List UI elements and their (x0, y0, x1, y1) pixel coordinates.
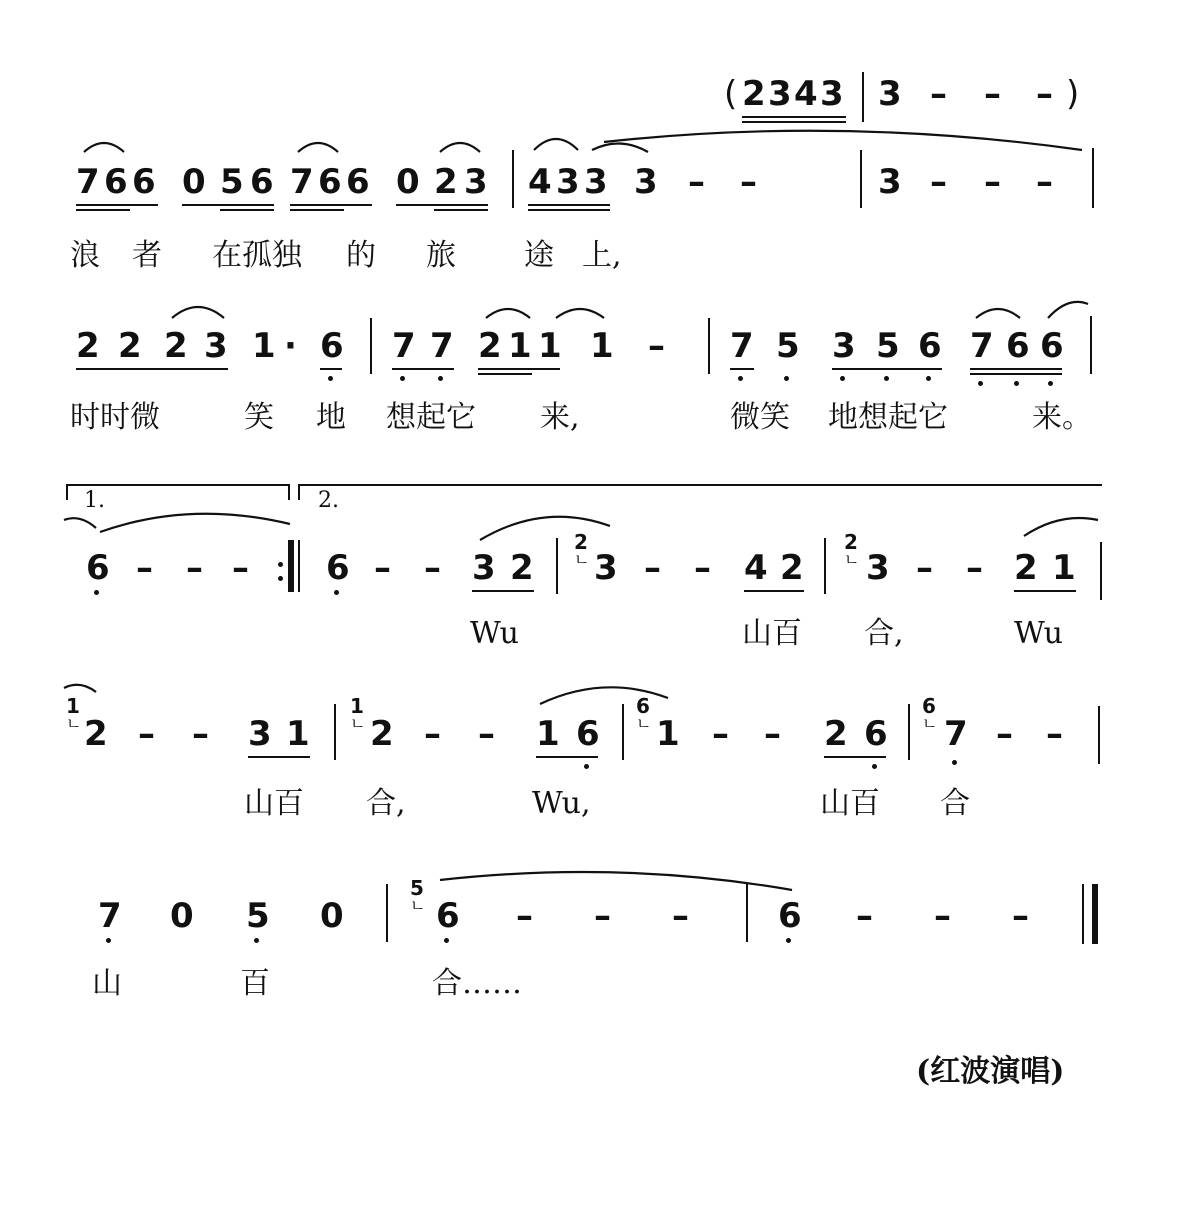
lyric: 地想起它 (828, 400, 948, 435)
barline (334, 704, 336, 760)
tie (100, 514, 290, 532)
note: 0 (320, 896, 344, 936)
grace-note: 2 (844, 530, 858, 554)
lyric: 旅 (426, 238, 456, 273)
low-octave-dot (438, 376, 443, 381)
low-octave-dot (926, 376, 931, 381)
note: 6 (318, 162, 342, 202)
note: 2 (478, 326, 502, 366)
note: 2 (824, 714, 848, 754)
dash: – (764, 714, 781, 754)
barline (908, 704, 910, 760)
dash: – (672, 896, 689, 936)
low-octave-dot (840, 376, 845, 381)
note: 3 (472, 548, 496, 588)
slur (64, 518, 96, 528)
lyrics-line-2 (0, 400, 1186, 480)
intro-row (0, 74, 1186, 154)
lyric: 在孤独 (212, 238, 302, 273)
slur (480, 517, 610, 540)
note: 7 (430, 326, 454, 366)
dash: – (138, 714, 155, 754)
low-octave-dot (884, 376, 889, 381)
note: 2 (370, 714, 394, 754)
dash: – (694, 548, 711, 588)
dash: – (1046, 714, 1063, 754)
dash: – (984, 74, 1001, 114)
lyrics-line-1 (0, 238, 1186, 318)
underline (536, 756, 598, 758)
note: 1 (508, 326, 532, 366)
low-octave-dot (94, 590, 99, 595)
lyrics-line-4 (0, 786, 1186, 866)
note: 7 (290, 162, 314, 202)
underline (824, 756, 886, 758)
underline (392, 368, 454, 370)
underline (730, 368, 754, 370)
underline (396, 204, 488, 206)
grace-tie: ㄴ (844, 550, 860, 569)
underline (320, 368, 342, 370)
grace-tie: ㄴ (636, 714, 652, 733)
note: 6 (864, 714, 888, 754)
note: 7 (730, 326, 754, 366)
notation-line-5 (0, 876, 1186, 976)
low-octave-dot (106, 938, 111, 943)
underline (472, 590, 534, 592)
note: 6 (250, 162, 274, 202)
note: 3 (820, 74, 844, 114)
note: 6 (320, 326, 344, 366)
barline (622, 704, 624, 760)
dash: – (424, 714, 441, 754)
barline (1100, 542, 1102, 600)
note: 0 (396, 162, 420, 202)
low-octave-dot (400, 376, 405, 381)
dash: – (984, 162, 1001, 202)
dash: – (516, 896, 533, 936)
note: 0 (182, 162, 206, 202)
note: 3 (634, 162, 658, 202)
note: 2 (1014, 548, 1038, 588)
underline (220, 209, 274, 211)
note: 6 (1006, 326, 1030, 366)
low-octave-dot (584, 764, 589, 769)
final-barline-thin (1082, 884, 1084, 944)
low-octave-dot (1014, 381, 1019, 386)
underline (528, 204, 610, 206)
note: 3 (556, 162, 580, 202)
barline (1098, 706, 1100, 764)
note: 5 (220, 162, 244, 202)
note: 5 (246, 896, 270, 936)
note: 3 (832, 326, 856, 366)
lyric: Wu (470, 616, 519, 651)
note: 1 (1052, 548, 1076, 588)
dash: – (1012, 896, 1029, 936)
note: 2 (118, 326, 142, 366)
note: 2 (434, 162, 458, 202)
note: 3 (768, 74, 792, 114)
lyric: Wu (1014, 616, 1063, 651)
dash: – (930, 162, 947, 202)
underline (76, 368, 228, 370)
underline (744, 590, 804, 592)
grace-tie: ㄴ (350, 714, 366, 733)
repeat-barline (288, 540, 294, 592)
dash: – (1036, 74, 1053, 114)
note: 1 (286, 714, 310, 754)
intro-close-paren: ) (1066, 74, 1080, 114)
note: 0 (170, 896, 194, 936)
dash: – (478, 714, 495, 754)
volta-1-label: 1. (84, 488, 105, 513)
dash: – (966, 548, 983, 588)
note: 7 (98, 896, 122, 936)
lyric: 山百 (244, 786, 304, 821)
low-octave-dot (444, 938, 449, 943)
underline (528, 209, 610, 211)
note: 6 (918, 326, 942, 366)
lyric: 上, (582, 238, 622, 273)
lyric: 山百 (820, 786, 880, 821)
lyric: 合 (940, 786, 970, 821)
lyric: 百 (240, 966, 270, 1001)
lyric: 时时微 (70, 400, 160, 435)
lyrics-line-3 (0, 616, 1186, 696)
underline (742, 121, 846, 123)
volta-1-right (288, 484, 290, 500)
lyric: 浪 (70, 238, 100, 273)
underline (1014, 590, 1076, 592)
grace-note: 5 (410, 876, 424, 900)
dash: – (186, 548, 203, 588)
barline (1090, 316, 1092, 374)
note: 3 (204, 326, 228, 366)
barline (386, 884, 388, 942)
note: 2 (742, 74, 766, 114)
barline (1092, 148, 1094, 208)
lyric: 来, (540, 400, 580, 435)
barline (746, 884, 748, 942)
dash: – (856, 896, 873, 936)
underline (290, 204, 372, 206)
lyric: 的 (346, 238, 376, 273)
underline (434, 209, 488, 211)
note: 6 (326, 548, 350, 588)
repeat-dot (278, 576, 283, 581)
note: 3 (878, 74, 902, 114)
notation-line-4 (0, 694, 1186, 794)
dot-extension: · (284, 326, 297, 366)
dash: – (232, 548, 249, 588)
note: 3 (464, 162, 488, 202)
underline (248, 756, 310, 758)
lyric: 者 (132, 238, 162, 273)
lyric: 地 (316, 400, 346, 435)
volta-1-left (66, 484, 68, 500)
underline (478, 368, 560, 370)
note: 7 (944, 714, 968, 754)
note: 2 (76, 326, 100, 366)
low-octave-dot (952, 760, 957, 765)
lyric: Wu, (532, 786, 591, 821)
note: 6 (346, 162, 370, 202)
underline (970, 368, 1062, 370)
underline (182, 204, 274, 206)
barline (708, 318, 710, 374)
tie (440, 872, 792, 890)
dash: – (930, 74, 947, 114)
barline (862, 72, 864, 122)
slur (1024, 518, 1098, 536)
low-octave-dot (784, 376, 789, 381)
grace-note: 1 (350, 694, 364, 718)
note: 1 (656, 714, 680, 754)
note: 4 (528, 162, 552, 202)
note: 6 (778, 896, 802, 936)
intro-open-paren: ( (724, 74, 738, 114)
lyric: 合, (366, 786, 406, 821)
notation-line-1 (0, 162, 1186, 242)
underline (970, 373, 1062, 375)
volta-2-label: 2. (318, 488, 339, 513)
lyric: 来。 (1032, 400, 1092, 435)
lyric: 途 (524, 238, 554, 273)
barline (824, 538, 826, 594)
lyric: 合, (864, 616, 904, 651)
low-octave-dot (328, 376, 333, 381)
note: 6 (576, 714, 600, 754)
low-octave-dot (254, 938, 259, 943)
barline (512, 150, 514, 208)
low-octave-dot (786, 938, 791, 943)
volta-2-top (298, 484, 1102, 486)
low-octave-dot (978, 381, 983, 386)
lyric: 想起它 (386, 400, 476, 435)
lyric: 山 (92, 966, 122, 1001)
note: 6 (132, 162, 156, 202)
dash: – (1036, 162, 1053, 202)
note: 7 (76, 162, 100, 202)
note: 1 (538, 326, 562, 366)
low-octave-dot (738, 376, 743, 381)
note: 5 (876, 326, 900, 366)
note: 3 (248, 714, 272, 754)
dash: – (424, 548, 441, 588)
note: 1 (536, 714, 560, 754)
lyric: 合…… (432, 966, 522, 1001)
note: 7 (392, 326, 416, 366)
note: 1 (252, 326, 276, 366)
dash: – (192, 714, 209, 754)
dash: – (712, 714, 729, 754)
volta-1-top (66, 484, 288, 486)
grace-tie: ㄴ (410, 896, 426, 915)
grace-note: 2 (574, 530, 588, 554)
grace-tie: ㄴ (574, 550, 590, 569)
note: 7 (970, 326, 994, 366)
lyric: 笑 (244, 400, 274, 435)
note: 3 (584, 162, 608, 202)
dash: – (934, 896, 951, 936)
low-octave-dot (1048, 381, 1053, 386)
note: 2 (510, 548, 534, 588)
underline (478, 373, 532, 375)
dash: – (136, 548, 153, 588)
repeat-dot (278, 562, 283, 567)
grace-tie: ㄴ (66, 714, 82, 733)
dash: – (688, 162, 705, 202)
underline (742, 116, 846, 118)
note: 6 (86, 548, 110, 588)
barline (556, 538, 558, 594)
barline (860, 150, 862, 208)
barline (370, 318, 372, 374)
note: 5 (776, 326, 800, 366)
dash: – (594, 896, 611, 936)
dash: – (916, 548, 933, 588)
lyric: 微笑 (730, 400, 790, 435)
note: 6 (104, 162, 128, 202)
note: 4 (794, 74, 818, 114)
final-barline-thick (1092, 884, 1098, 944)
note: 2 (164, 326, 188, 366)
grace-note: 6 (636, 694, 650, 718)
grace-note: 6 (922, 694, 936, 718)
note: 2 (84, 714, 108, 754)
note: 2 (780, 548, 804, 588)
performer-credit: (红波演唱) (916, 1054, 1065, 1089)
underline (76, 204, 158, 206)
dash: – (374, 548, 391, 588)
grace-tie: ㄴ (922, 714, 938, 733)
grace-note: 1 (66, 694, 80, 718)
lyric: 山百 (742, 616, 802, 651)
lyrics-line-5 (0, 966, 1186, 1046)
note: 6 (436, 896, 460, 936)
dash: – (648, 326, 665, 366)
note: 6 (1040, 326, 1064, 366)
dash: – (740, 162, 757, 202)
note: 3 (594, 548, 618, 588)
note: 3 (878, 162, 902, 202)
volta-2-left (298, 484, 300, 500)
underline (290, 209, 344, 211)
low-octave-dot (334, 590, 339, 595)
repeat-barline-thin (298, 540, 300, 592)
note: 4 (744, 548, 768, 588)
underline (832, 368, 942, 370)
dash: – (644, 548, 661, 588)
dash: – (996, 714, 1013, 754)
underline (76, 209, 130, 211)
notation-line-2 (0, 326, 1186, 406)
note: 3 (866, 548, 890, 588)
note: 1 (590, 326, 614, 366)
low-octave-dot (872, 764, 877, 769)
